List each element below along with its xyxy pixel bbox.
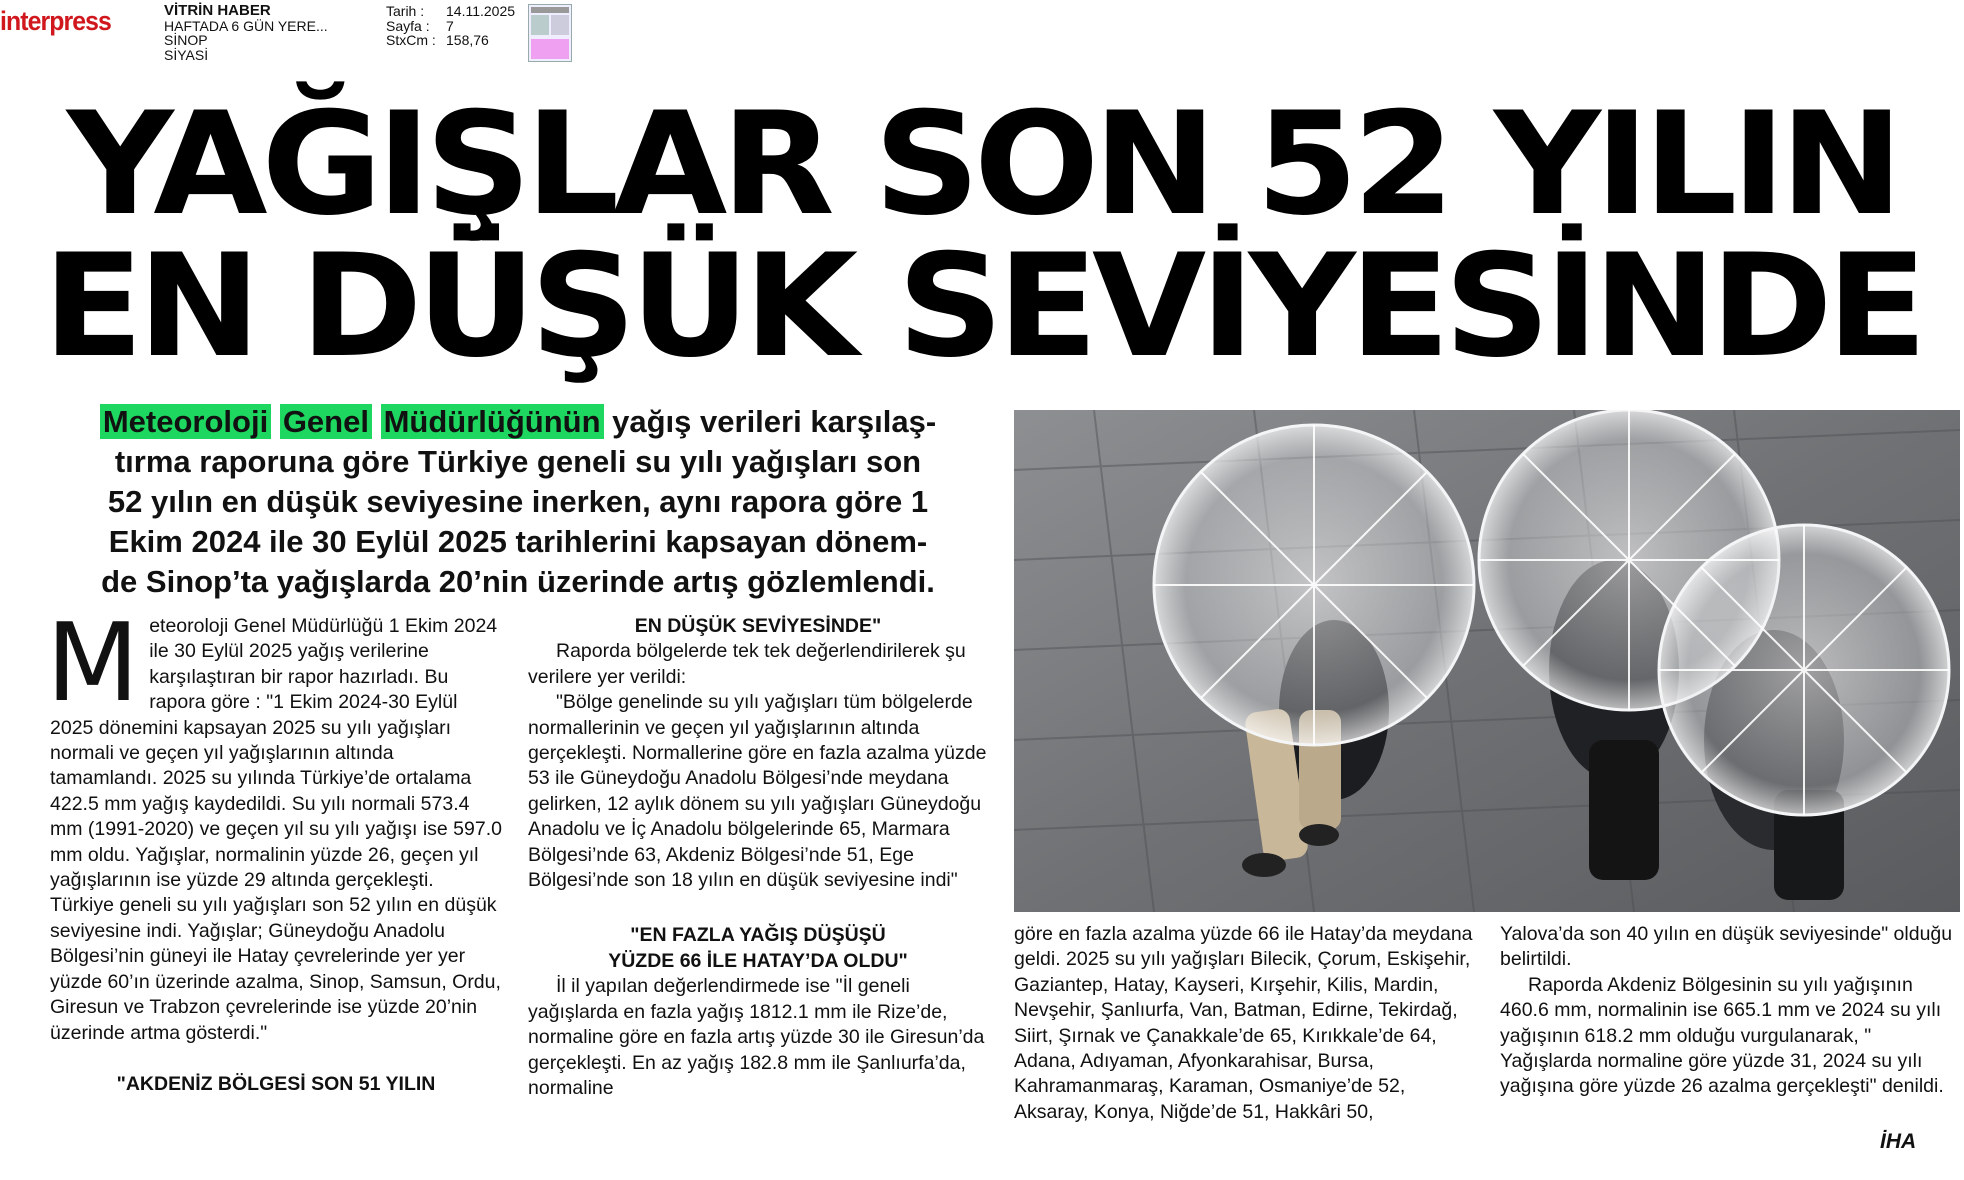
interpress-logo: interpress <box>0 6 111 36</box>
article-column-4 <box>1500 922 1962 1100</box>
body-paragraph: eteoroloji Genel Müdürlüğü 1 Ekim 2024 ile 30 Eylül 2025 yağış verilerine karşılaştıran bir rapor hazırladı. Bu rapora göre : "1 Ekim 2024-30 Eylül 2025 dönemini kapsayan 2025 su yılı yağışları normali ve geçen yıl yağışlarının altında tamamlandı. 2025 su yılında Türkiye’de ortalama 422.5 mm yağış kaydedildi. Su yılı normali 573.4 mm (1991-2020) ve geçen yıl su yılı yağışı ise 597.0 mm oldu. Yağışlar, normalinin yüzde 26, geçen yıl yağışlarının ise yüzde 29 altında gerçekleşti. Türkiye geneli su yılı yağışları son 52 yılın en düşük seviyesine indi. Yağışlar; Güneydoğu Anadolu Bölgesi’nin güneyi ile Hatay çevrelerinde yer yer yüzde 60’ın üzerinde azalma, Sinop, Samsun, Ordu, Giresun ve Trabzon çevrelerinde ise yüzde 20’nin üzerinde artma gösterdi." <box>50 615 502 1044</box>
lead-paragraph <box>44 402 992 602</box>
article-column-3 <box>1014 922 1480 1125</box>
meta-row-date <box>386 4 515 19</box>
meta-key: StxCm : <box>386 32 436 48</box>
body-paragraph: göre en fazla azalma yüzde 66 ile Hatay’da meydana geldi. 2025 su yılı yağışları Bilecik, Çorum, Eskişehir, Gaziantep, Hatay, Kayseri, Kırşehir, Kilis, Mardin, Nevşehir, Şanlıurfa, Van, Batman, Edirne, Tekirdağ, Siirt, Şırnak ve Çanakkale’de 65, Kırıkkale’de 64, Adana, Adıyaman, Afyonkarahisar, Bursa, Kahramanmaraş, Karaman, Osmaniye’de 52, Aksaray, Konya, Niğde’de 51, Hakkâri 50, <box>1014 923 1473 1123</box>
lead-text: 52 yılın en düşük seviyesine inerken, aynı rapora göre 1 <box>107 484 929 519</box>
lead-text: Ekim 2024 ile 30 Eylül 2025 tarihlerini kapsayan dönem- <box>108 524 928 559</box>
subheading: "AKDENİZ BÖLGESİ SON 51 YILIN <box>116 1072 436 1095</box>
publication-section: SİYASİ <box>164 46 209 63</box>
lead-text: tırma raporuna göre Türkiye geneli su yılı yağışları son <box>114 444 922 479</box>
meta-row-stxcm <box>386 33 515 48</box>
body-paragraph: İl il yapılan değerlendirmede ise "İl geneli yağışlarda en fazla yağış 1812.1 mm ile Rize’de, normaline göre en fazla artış yüzde 30 ile Giresun’da gerçekleşti. En az yağış 182.8 mm ile Şanlıurfa’da, normaline <box>528 975 985 1099</box>
body-paragraph: Yalova’da son 40 yılın en düşük seviyesinde" olduğu belirtildi. <box>1500 923 1953 971</box>
clip-meta <box>386 4 515 48</box>
publication-name: VİTRİN HABER <box>164 2 271 19</box>
source-agency: İHA <box>1880 1130 1917 1153</box>
publication-city: SİNOP <box>164 32 208 48</box>
subheading: "EN FAZLA YAĞIŞ DÜŞÜŞÜ <box>630 924 886 947</box>
article-column-2 <box>528 614 988 1101</box>
meta-key: Tarih : <box>386 3 425 19</box>
headline-line-2: EN DÜŞÜK SEVİYESİNDE <box>42 224 1922 389</box>
article-column-1 <box>46 601 502 1097</box>
meta-value: 158,76 <box>446 32 489 48</box>
body-paragraph: Raporda bölgelerde tek tek değerlendirilerek şu verilere yer verildi: <box>528 640 966 688</box>
meta-value: 14.11.2025 <box>446 3 516 19</box>
highlight-word: Meteoroloji <box>100 404 271 439</box>
body-paragraph: "Bölge genelinde su yılı yağışları tüm bölgelerde normallerinin ve geçen yıl yağışlarının altında gerçekleşti. Normallerine göre en fazla azalma yüzde 53 ile Güneydoğu Anadolu Bölgesi’nde meydana gelirken, 12 aylık dönem su yılı yağışları Güneydoğu Anadolu ve İç Anadolu bölgelerinde 65, Marmara Bölgesi’nde 63, Akdeniz Bölgesi’nde 51, Ege Bölgesi’nde son 18 yılın en düşük seviyesine indi" <box>528 691 987 892</box>
subheading: YÜZDE 66 İLE HATAY’DA OLDU" <box>608 949 908 972</box>
highlight-word: Genel <box>280 404 372 439</box>
meta-value: 7 <box>446 17 454 34</box>
publication-frequency: HAFTADA 6 GÜN YERE... <box>164 17 328 34</box>
meta-key: Sayfa : <box>386 17 430 34</box>
drop-cap: M <box>46 601 140 726</box>
lead-text: yağış verileri karşılaş- <box>603 404 937 439</box>
headline-line-1: YAĞIŞLAR SON 52 YILIN <box>66 82 1898 247</box>
publication-info <box>164 4 328 62</box>
highlight-word: Müdürlüğünün <box>381 404 604 439</box>
umbrellas-photo <box>1014 410 1960 912</box>
body-paragraph: Raporda Akdeniz Bölgesinin su yılı yağışının 460.6 mm, normalinin ise 665.1 mm ve 2024 su yılı yağışının 618.2 mm olduğu vurgulanarak, " Yağışlarda normaline göre yüzde 31, 2024 su yılı yağışına göre yüzde 26 azalma gerçekleşti" denildi. <box>1500 973 1944 1098</box>
page-thumbnail[interactable] <box>528 4 572 62</box>
subheading-continued: EN DÜŞÜK SEVİYESİNDE" <box>634 615 882 637</box>
lead-text: de Sinop’ta yağışlarda 20’nin üzerinde artış gözlemlendi. <box>101 564 935 599</box>
meta-row-page <box>386 19 515 34</box>
